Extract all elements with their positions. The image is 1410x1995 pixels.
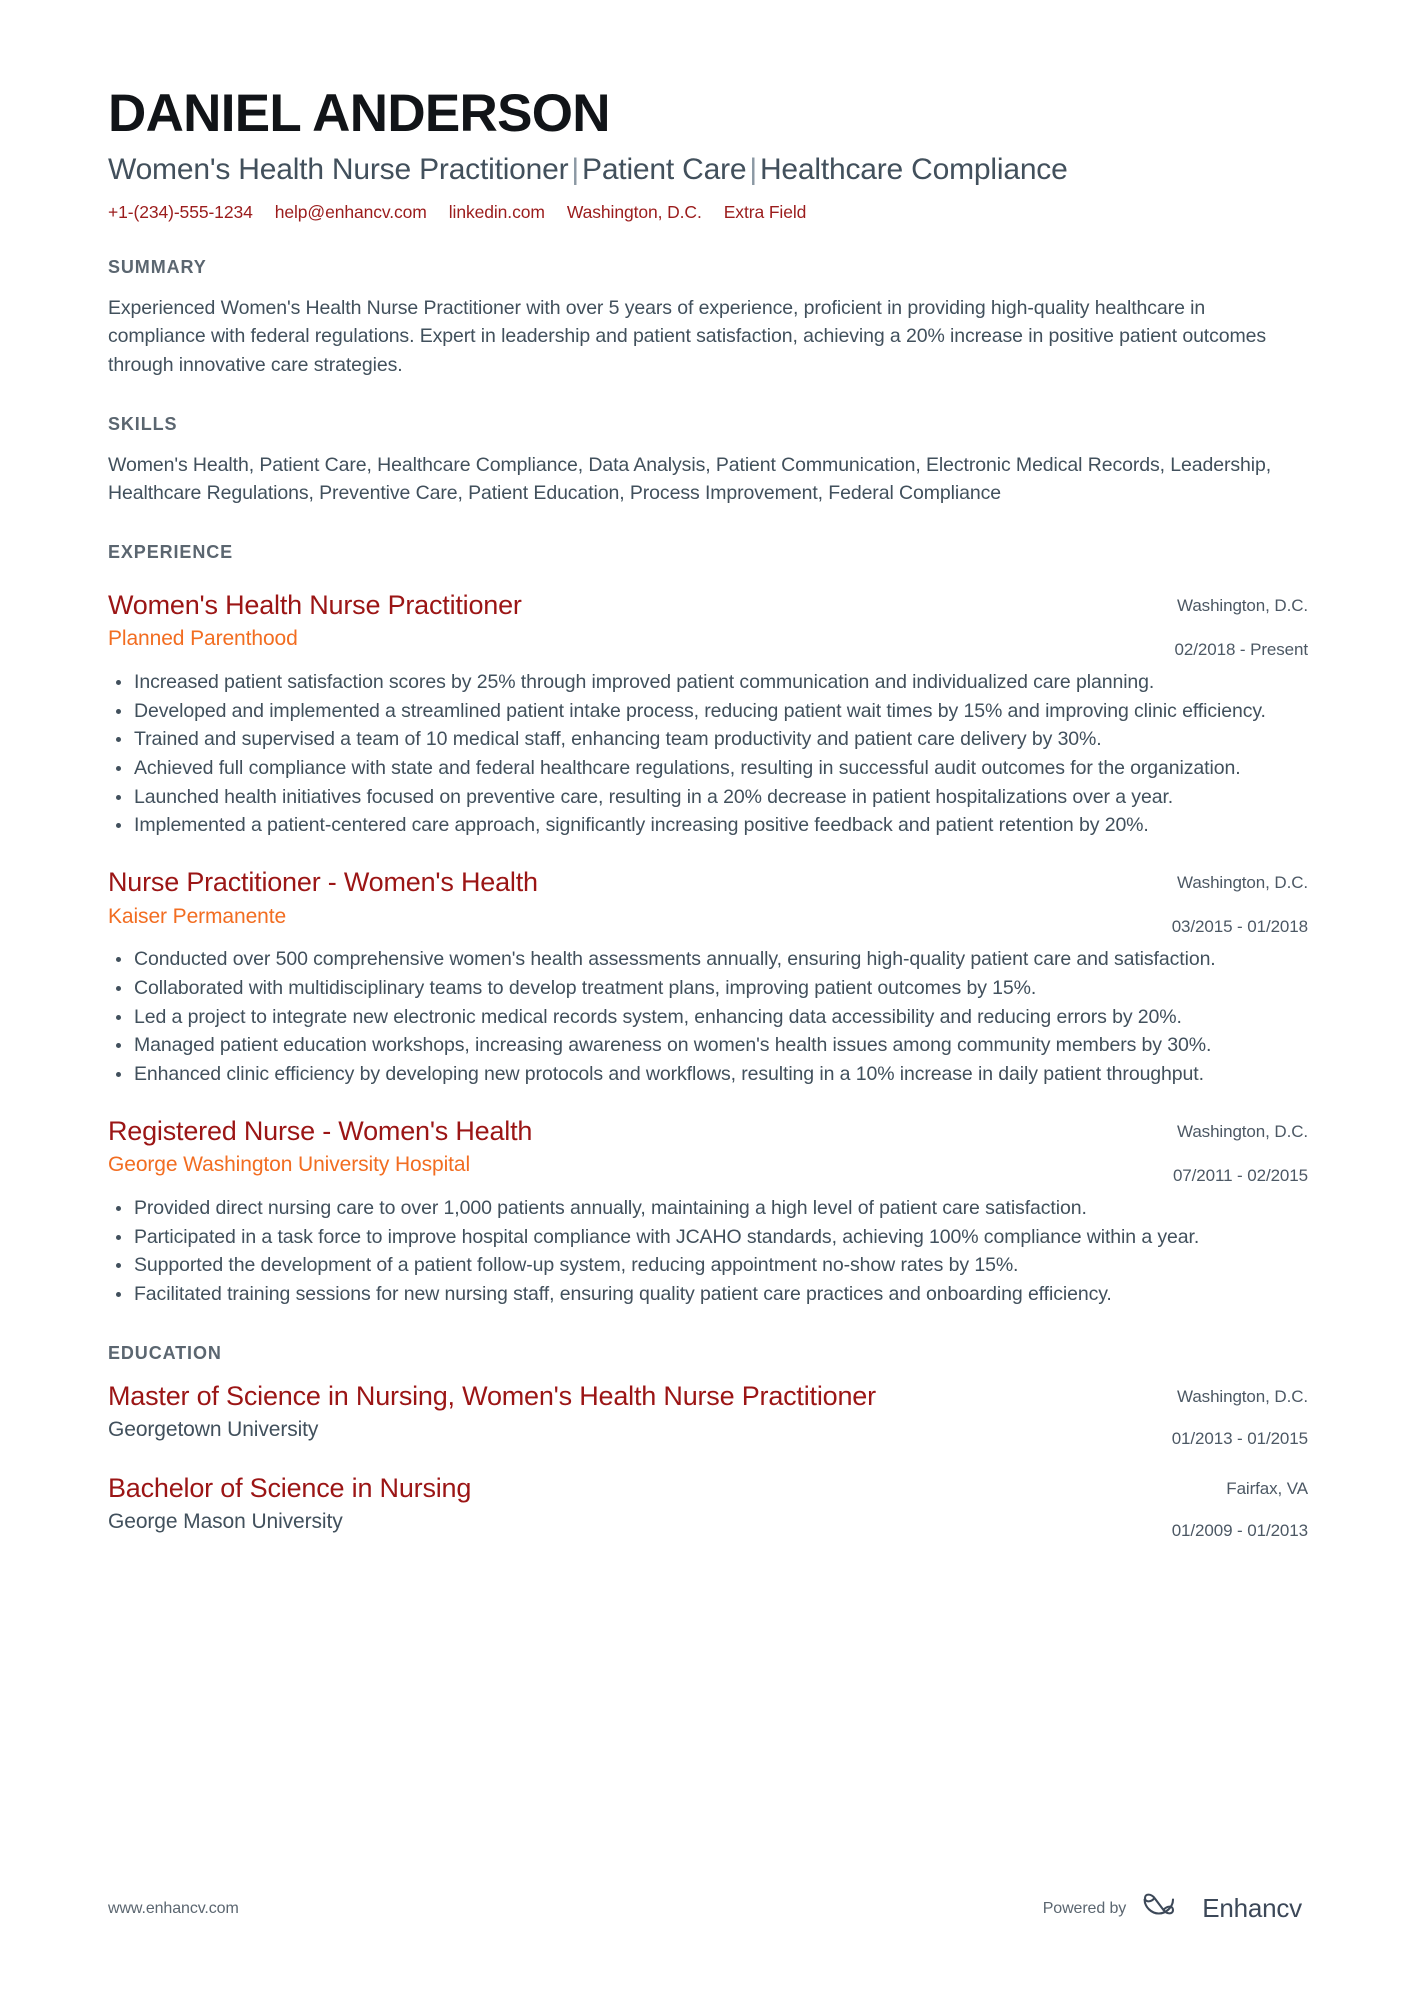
headline-separator-1: | — [571, 153, 580, 187]
job-title: Women's Health Nurse Practitioner — [108, 589, 522, 620]
job-title: Registered Nurse - Women's Health — [108, 1115, 533, 1146]
employer-name: Planned Parenthood — [108, 627, 298, 651]
school-name: George Mason University — [108, 1510, 343, 1534]
experience-entry-meta — [1078, 589, 1308, 661]
job-bullet: Led a project to integrate new electronic medical records system, enhancing data accessibility and reducing errors by 20%. — [108, 1004, 1308, 1032]
section-title-skills: SKILLS — [108, 413, 178, 434]
school-location: Fairfax, VA — [1226, 1478, 1308, 1498]
section-summary — [108, 257, 1308, 380]
section-title-experience: EXPERIENCE — [108, 541, 234, 562]
footer-branding — [1043, 1892, 1302, 1925]
powered-by-label: Powered by — [1042, 1899, 1127, 1917]
education-entry-meta — [1078, 1380, 1308, 1450]
page-footer — [108, 1892, 1302, 1925]
education-entry-header — [108, 1472, 1308, 1542]
job-location: Washington, D.C. — [1177, 1121, 1308, 1141]
school-name: Georgetown University — [108, 1418, 319, 1442]
job-bullet: Facilitated training sessions for new nursing staff, ensuring quality patient care practices and onboarding efficiency. — [108, 1281, 1308, 1309]
job-bullet: Launched health initiatives focused on preventive care, resulting in a 20% decrease in patient hospitalizations over a year. — [108, 784, 1308, 812]
job-bullets — [108, 1195, 1308, 1309]
experience-entry — [108, 866, 1308, 1089]
job-bullet: Implemented a patient-centered care approach, significantly increasing positive feedback and patient retention by 20%. — [108, 812, 1308, 840]
job-title: Nurse Practitioner - Women's Health — [108, 867, 538, 898]
experience-entry — [108, 1115, 1308, 1309]
employer-name: George Washington University Hospital — [108, 1153, 471, 1177]
job-bullet: Participated in a task force to improve hospital compliance with JCAHO standards, achieving 100% compliance within a year. — [108, 1224, 1308, 1252]
degree-title: Bachelor of Science in Nursing — [108, 1472, 472, 1503]
school-location: Washington, D.C. — [1177, 1386, 1308, 1406]
section-title-education: EDUCATION — [108, 1342, 222, 1363]
contact-row — [108, 202, 1308, 223]
experience-entry-main — [108, 866, 1078, 930]
job-dates: 02/2018 - Present — [1174, 639, 1308, 659]
education-entry-meta — [1078, 1472, 1308, 1542]
headline-part-2: Patient Care — [582, 153, 747, 187]
job-bullet: Increased patient satisfaction scores by 25% through improved patient communication and individualized care planning. — [108, 669, 1308, 697]
job-bullet: Collaborated with multidisciplinary teams to develop treatment plans, improving patient outcomes by 15%. — [108, 975, 1308, 1003]
experience-entry-header — [108, 1115, 1308, 1187]
contact-phone[interactable]: +1-(234)-555-1234 — [108, 201, 253, 222]
contact-email[interactable]: help@enhancv.com — [274, 201, 427, 222]
job-dates: 07/2011 - 02/2015 — [1172, 1165, 1308, 1185]
education-entry — [108, 1380, 1308, 1450]
job-location: Washington, D.C. — [1177, 873, 1308, 893]
experience-entry-meta — [1078, 866, 1308, 938]
contact-extra-field: Extra Field — [723, 201, 807, 222]
experience-entry-main — [108, 1115, 1078, 1179]
headline-separator-2: | — [749, 153, 757, 187]
job-bullet: Achieved full compliance with state and federal healthcare regulations, resulting in successful audit outcomes for the organization. — [108, 755, 1308, 783]
job-bullet: Enhanced clinic efficiency by developing new protocols and workflows, resulting in a 10% increase in daily patient throughput. — [108, 1061, 1308, 1089]
job-bullets — [108, 669, 1308, 840]
experience-entry-header — [108, 866, 1308, 938]
degree-title: Master of Science in Nursing, Women's Health Nurse Practitioner — [108, 1380, 876, 1411]
enhancv-brand-name: Enhancv — [1202, 1893, 1302, 1923]
experience-entry — [108, 589, 1308, 840]
footer-website-url[interactable]: www.enhancv.com — [108, 1899, 239, 1917]
job-dates: 03/2015 - 01/2018 — [1171, 917, 1308, 937]
experience-entry-main — [108, 589, 1078, 653]
job-bullets — [108, 946, 1308, 1088]
job-bullet: Managed patient education workshops, increasing awareness on women's health issues among community members by 30%. — [108, 1032, 1308, 1060]
education-entry — [108, 1472, 1308, 1542]
section-skills — [108, 414, 1308, 508]
summary-text: Experienced Women's Health Nurse Practitioner with over 5 years of experience, proficient in providing high-quality healthcare in compliance with federal regulations. Expert in leadership and patient satisfaction, achieving a 20% increase in positive patient outcomes through innovative care strategies. — [108, 296, 1267, 376]
section-education — [108, 1343, 1308, 1542]
contact-location: Washington, D.C. — [566, 201, 702, 222]
contact-linkedin[interactable]: linkedin.com — [448, 201, 545, 222]
job-bullet: Provided direct nursing care to over 1,000 patients annually, maintaining a high level of patient care satisfaction. — [108, 1195, 1308, 1223]
experience-entry-header — [108, 589, 1308, 661]
education-entry-main — [108, 1472, 1078, 1536]
school-dates: 01/2013 - 01/2015 — [1171, 1428, 1308, 1448]
school-dates: 01/2009 - 01/2013 — [1171, 1521, 1308, 1540]
job-bullet: Supported the development of a patient follow-up system, reducing appointment no-show rates by 15%. — [108, 1252, 1308, 1280]
employer-name: Kaiser Permanente — [108, 904, 287, 928]
headline-part-3: Healthcare Compliance — [759, 153, 1068, 187]
education-entry-header — [108, 1380, 1308, 1450]
section-experience — [108, 542, 1308, 1309]
section-title-summary: SUMMARY — [108, 256, 207, 277]
resume-header — [108, 0, 1308, 223]
enhancv-logo-icon — [1142, 1892, 1186, 1925]
job-bullet: Conducted over 500 comprehensive women's health assessments annually, ensuring high-quality patient care and satisfaction. — [108, 946, 1308, 974]
candidate-name: DANIEL ANDERSON — [108, 84, 610, 143]
job-location: Washington, D.C. — [1177, 595, 1308, 615]
candidate-headline — [108, 151, 1308, 189]
job-bullet: Trained and supervised a team of 10 medical staff, enhancing team productivity and patient care delivery by 30%. — [108, 726, 1308, 754]
education-entry-main — [108, 1380, 1078, 1444]
headline-part-1: Women's Health Nurse Practitioner — [108, 153, 569, 187]
skills-text: Women's Health, Patient Care, Healthcare Compliance, Data Analysis, Patient Communication, Electronic Medical Records, Leadership, Healthcare Regulations, Preventive Care, Patient Education, Process Improvement, Federal Compliance — [108, 453, 1272, 505]
resume-content — [108, 0, 1308, 1542]
job-bullet: Developed and implemented a streamlined patient intake process, reducing patient wait times by 15% and improving clinic efficiency. — [108, 698, 1308, 726]
experience-entry-meta — [1078, 1115, 1308, 1187]
